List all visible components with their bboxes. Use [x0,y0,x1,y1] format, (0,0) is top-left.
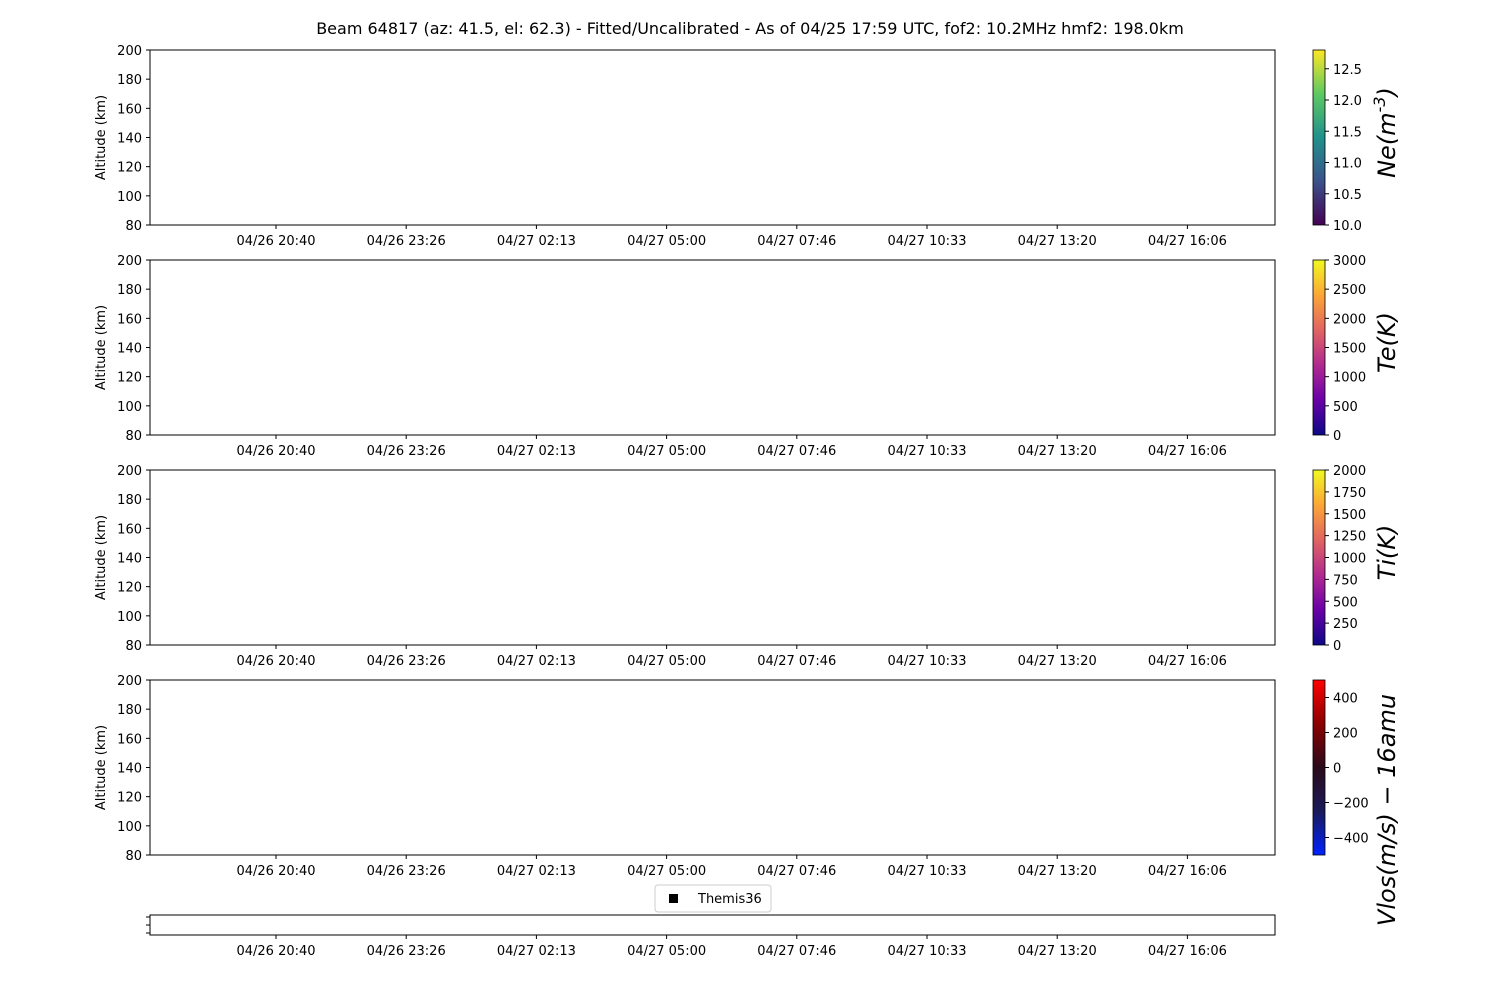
colorbar [1313,470,1325,645]
y-tick-label: 200 [117,254,142,269]
panel-3 [94,464,1401,669]
y-tick-label: 200 [117,674,142,689]
x-tick-label: 04/27 16:06 [1147,944,1227,959]
colorbar-tick-label: 1500 [1333,507,1367,523]
x-tick-label: 04/27 10:33 [887,234,967,249]
colorbar-tick-label: 0 [1333,639,1342,654]
colorbar-tick-label: 2000 [1333,464,1367,479]
x-tick-label: 04/27 07:46 [757,234,837,249]
x-tick-label: 04/27 02:13 [496,944,576,959]
colorbar-tick-label: 12.0 [1333,94,1362,109]
y-tick-label: 120 [117,160,142,176]
y-tick-label: 100 [117,819,142,835]
x-tick-label: 04/27 16:06 [1147,234,1227,249]
colorbar-tick-label: −400 [1333,831,1369,847]
x-tick-label: 04/27 10:33 [887,654,967,669]
y-tick-label: 100 [117,399,142,415]
x-tick-label: 04/27 16:06 [1147,654,1227,669]
y-tick-label: 200 [117,44,142,59]
y-tick-label: 180 [117,703,142,719]
colorbar-tick-label: 0 [1333,429,1342,444]
x-tick-label: 04/27 02:13 [496,864,576,879]
y-axis-label: Altitude (km) [94,304,109,391]
colorbar-label: Vlos(m/s) − 16amu [1373,693,1401,927]
y-tick-label: 200 [117,464,142,479]
legend-label: Themis36 [698,892,762,907]
x-tick-label: 04/27 16:06 [1147,444,1227,459]
x-tick-label: 04/27 07:46 [757,444,837,459]
colorbar-tick-label: 3000 [1333,254,1367,269]
colorbar-tick-label: 250 [1333,617,1358,633]
y-axis-label: Altitude (km) [94,724,109,811]
y-tick-label: 120 [117,790,142,806]
colorbar-tick-label: 12.5 [1333,62,1362,78]
x-tick-label: 04/27 05:00 [627,654,707,669]
legend-marker [669,894,678,903]
y-tick-label: 160 [117,732,142,748]
x-tick-label: 04/26 23:26 [366,944,446,959]
colorbar-tick-label: 11.5 [1333,125,1362,141]
x-tick-label: 04/27 13:20 [1017,944,1097,959]
x-tick-label: 04/27 05:00 [627,944,707,959]
x-tick-label: 04/26 23:26 [366,864,446,879]
y-tick-label: 80 [125,639,142,654]
plot-background [150,50,1275,225]
y-tick-label: 140 [117,131,142,147]
colorbar-tick-label: 500 [1333,595,1358,611]
x-tick-label: 04/27 16:06 [1147,864,1227,879]
colorbar-tick-label: 10.5 [1333,187,1362,203]
y-tick-label: 80 [125,429,142,444]
y-tick-label: 140 [117,341,142,357]
colorbar-tick-label: 11.0 [1333,156,1362,172]
x-tick-label: 04/27 02:13 [496,234,576,249]
x-tick-label: 04/27 02:13 [496,444,576,459]
plot-frame [150,915,1275,935]
x-tick-label: 04/27 05:00 [627,864,707,879]
x-tick-label: 04/27 05:00 [627,444,707,459]
y-tick-label: 100 [117,189,142,205]
y-tick-label: 80 [125,849,142,864]
plot-background [150,470,1275,645]
colorbar [1313,680,1325,855]
panel-1 [94,44,1401,249]
plot-background [150,260,1275,435]
x-tick-label: 04/27 13:20 [1017,864,1097,879]
colorbar-tick-label: 2000 [1333,312,1367,328]
x-tick-label: 04/27 07:46 [757,944,837,959]
x-tick-label: 04/26 20:40 [236,864,316,879]
x-tick-label: 04/26 20:40 [236,654,316,669]
y-tick-label: 80 [125,219,142,234]
colorbar-tick-label: 10.0 [1333,219,1362,234]
y-tick-label: 140 [117,761,142,777]
y-tick-label: 180 [117,283,142,299]
colorbar [1313,260,1325,435]
x-tick-label: 04/27 13:20 [1017,444,1097,459]
colorbar-label: Te(K) [1373,312,1401,373]
x-tick-label: 04/27 07:46 [757,654,837,669]
y-tick-label: 100 [117,609,142,625]
colorbar-tick-label: 2500 [1333,283,1367,299]
x-tick-label: 04/27 07:46 [757,864,837,879]
y-tick-label: 160 [117,312,142,328]
x-tick-label: 04/27 13:20 [1017,654,1097,669]
x-tick-label: 04/26 20:40 [236,444,316,459]
y-tick-label: 120 [117,370,142,386]
x-tick-label: 04/26 20:40 [236,944,316,959]
y-tick-label: 140 [117,551,142,567]
y-tick-label: 180 [117,493,142,509]
plot-background [150,680,1275,855]
colorbar-tick-label: 200 [1333,726,1358,742]
colorbar [1313,50,1325,225]
y-axis-label: Altitude (km) [94,514,109,601]
x-tick-label: 04/27 10:33 [887,944,967,959]
figure-title: Beam 64817 (az: 41.5, el: 62.3) - Fitted/Uncalibrated - As of 04/25 17:59 UTC, fof2: 10.2MHz hmf2: 198.0km [316,19,1184,38]
x-tick-label: 04/26 23:26 [366,234,446,249]
panel-2 [94,254,1401,459]
colorbar-tick-label: 0 [1333,761,1342,777]
y-axis-label: Altitude (km) [94,94,109,181]
colorbar-tick-label: 1000 [1333,370,1367,386]
colorbar-tick-label: 1250 [1333,529,1367,545]
colorbar-label: $Ne(m^{-3})$ [1370,87,1401,178]
colorbar-tick-label: 1750 [1333,485,1367,501]
colorbar-tick-label: 750 [1333,573,1358,589]
y-tick-label: 120 [117,580,142,596]
x-tick-label: 04/27 05:00 [627,234,707,249]
x-tick-label: 04/26 23:26 [366,444,446,459]
y-tick-label: 180 [117,73,142,89]
y-tick-label: 160 [117,102,142,118]
colorbar-tick-label: 1000 [1333,551,1367,567]
x-tick-label: 04/27 10:33 [887,864,967,879]
colorbar-tick-label: 1500 [1333,341,1367,357]
colorbar-tick-label: 500 [1333,399,1358,415]
legend [655,885,771,912]
colorbar-label: Ti(K) [1373,524,1401,581]
x-tick-label: 04/27 10:33 [887,444,967,459]
colorbar-tick-label: 400 [1333,691,1358,707]
x-tick-label: 04/27 13:20 [1017,234,1097,249]
x-tick-label: 04/26 20:40 [236,234,316,249]
x-tick-label: 04/26 23:26 [366,654,446,669]
colorbar-tick-label: −200 [1333,796,1369,812]
y-tick-label: 160 [117,522,142,538]
panel-5 [146,885,1275,959]
x-tick-label: 04/27 02:13 [496,654,576,669]
